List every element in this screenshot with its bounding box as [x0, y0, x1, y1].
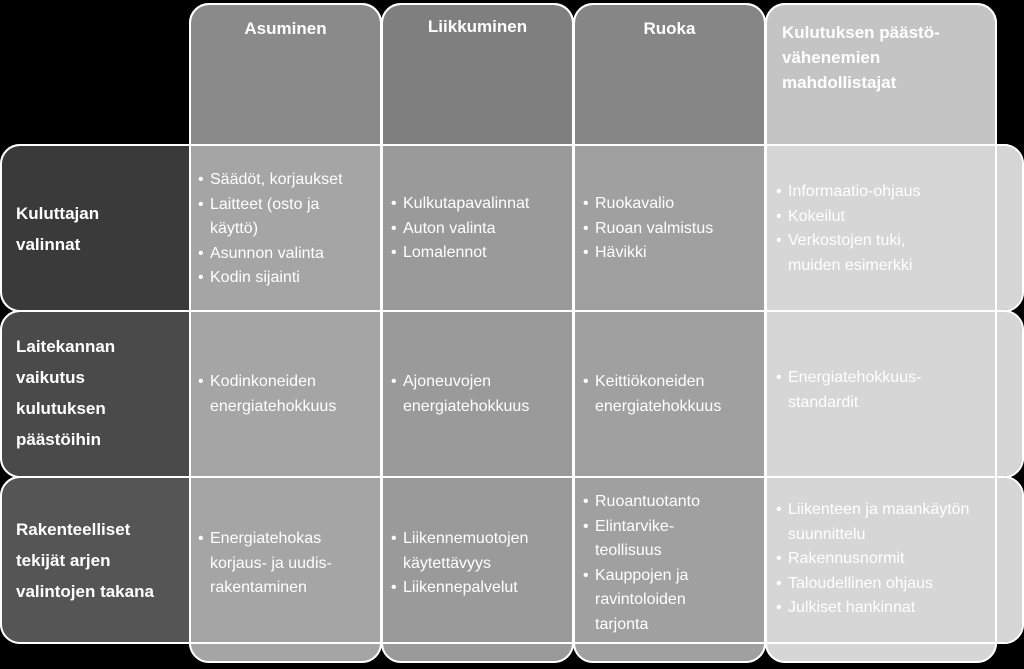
cell-r2c4 [776, 366, 956, 415]
header-enablers: Kulutuksen päästö-vähenemien mahdollistajat [782, 23, 940, 92]
cell-r1c2 [391, 192, 569, 266]
list-item: • Hävikki [583, 241, 761, 266]
list-item: • Liikennepalvelut [391, 576, 569, 601]
cell-r3c1 [198, 527, 358, 601]
list-item: • Säädöt, korjaukset [198, 168, 376, 193]
list-item: • Keittiökoneiden energiatehokkuus [583, 370, 753, 419]
list-item: • Julkiset hankinnat [776, 596, 991, 621]
cell-r2c1 [198, 370, 368, 419]
list-item: • Kodinkoneiden energiatehokkuus [198, 370, 368, 419]
cell-r1c4 [776, 180, 966, 278]
list-item: • Ruoantuotanto [583, 490, 761, 515]
list-item: • Verkostojen tuki, muiden esimerkki [776, 229, 953, 278]
header-liikkuminen: Liikkuminen [427, 17, 528, 36]
list-item: • Kokeilut [776, 205, 966, 230]
list-item: • Liikenteen ja maankäytön suunnittelu [776, 498, 993, 547]
cell-r2c2 [391, 370, 561, 419]
list-item: • Informaatio-ohjaus [776, 180, 966, 205]
list-item: • Rakennusnormit [776, 547, 991, 572]
cell-r3c4 [776, 498, 991, 621]
row-label-1: Kuluttajan valinnat [16, 204, 100, 254]
cell-r1c3 [583, 192, 761, 266]
list-item: • Taloudellinen ohjaus [776, 572, 991, 597]
list-item: • Asunnon valinta [198, 242, 376, 267]
list-item: • Auton valinta [391, 217, 569, 242]
list-item: • Lomalennot [391, 241, 569, 266]
cell-r3c2 [391, 527, 569, 601]
row-label-3: Rakenteelliset tekijät arjen valintojen takana [16, 520, 154, 601]
cell-r2c3 [583, 370, 753, 419]
list-item: • Kodin sijainti [198, 266, 376, 291]
list-item: • Elintarvike-teollisuus [583, 515, 705, 564]
list-item: • Ajoneuvojen energiatehokkuus [391, 370, 561, 419]
row-label-2: Laitekannan vaikutus kulutuksen päästöihin [16, 337, 116, 449]
list-item: • Liikennemuotojen käytettävyys [391, 527, 563, 576]
list-item: • Kauppojen ja ravintoloiden tarjonta [583, 564, 720, 638]
list-item: • Energiatehokas korjaus- ja uudis-rakentaminen [198, 527, 358, 601]
header-ruoka: Ruoka [643, 19, 696, 38]
list-item: • Kulkutapavalinnat [391, 192, 569, 217]
list-item: • Laitteet (osto ja käyttö) [198, 193, 360, 242]
cell-r1c1 [198, 168, 376, 291]
list-item: • Ruoan valmistus [583, 217, 761, 242]
cell-r3c3 [583, 490, 761, 637]
header-asuminen: Asuminen [244, 19, 327, 38]
list-item: • Ruokavalio [583, 192, 761, 217]
list-item: • Energiatehokkuus-standardit [776, 366, 948, 415]
